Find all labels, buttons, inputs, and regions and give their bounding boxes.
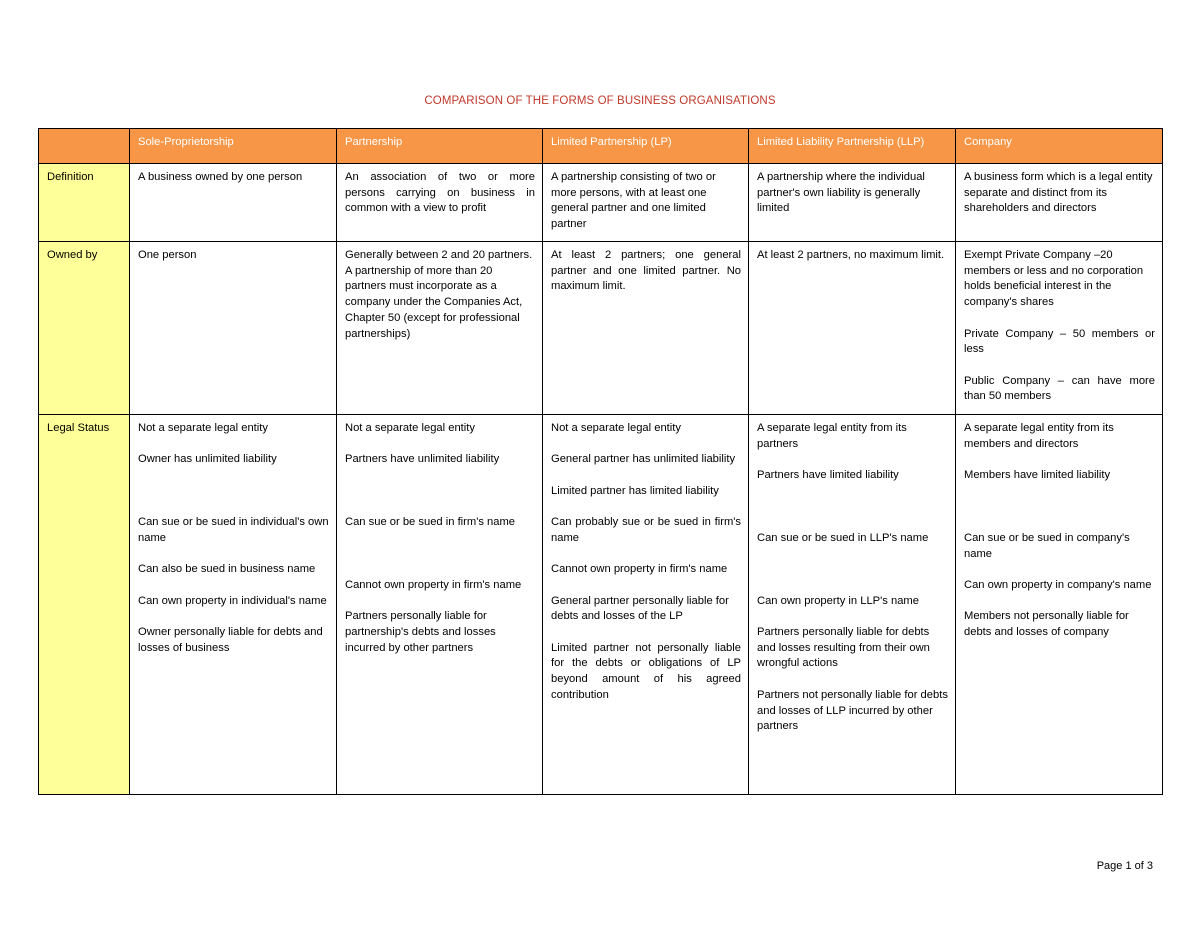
cell-definition-llp xyxy=(749,164,956,242)
header-limited-partnership: Limited Partnership (LP) xyxy=(543,129,749,164)
cell-definition-partnership xyxy=(337,164,543,242)
text-definition-lp: A partnership consisting of two or more persons, with at least one general partner and one limited partner xyxy=(551,171,716,231)
text-legal-sole-property: Can own property in individual's name xyxy=(138,594,327,607)
header-row xyxy=(39,129,1163,164)
text-owned-sole: One person xyxy=(138,249,197,261)
text-legal-lp-liability-limited: Limited partner has limited liability xyxy=(551,484,719,497)
text-legal-lp-sue: Can probably sue or be sued in firm's name xyxy=(551,516,741,544)
cell-definition-company xyxy=(956,164,1163,242)
text-legal-company-liability: Members have limited liability xyxy=(964,469,1111,482)
text-legal-llp-debts-others: Partners not personally liable for debts and losses of LLP incurred by other partners xyxy=(757,688,948,733)
text-legal-sole-entity: Not a separate legal entity xyxy=(138,422,268,434)
comparison-table xyxy=(38,128,1163,795)
header-company: Company xyxy=(956,129,1163,164)
cell-owned-lp xyxy=(543,242,749,415)
text-definition-llp: A partnership where the individual partner's own liability is generally limited xyxy=(757,171,925,215)
cell-definition-lp xyxy=(543,164,749,242)
document-title: COMPARISON OF THE FORMS OF BUSINESS ORGANISATIONS xyxy=(424,95,776,107)
row-label-definition: Definition xyxy=(39,164,130,242)
text-definition-company: A business form which is a legal entity separate and distinct from its shareholders and directors xyxy=(964,171,1153,215)
cell-legal-llp xyxy=(749,415,956,795)
row-label-owned-by: Owned by xyxy=(39,242,130,415)
text-owned-company-public: Public Company – can have more than 50 members xyxy=(964,374,1155,403)
text-legal-llp-liability: Partners have limited liability xyxy=(757,469,899,482)
text-legal-llp-property: Can own property in LLP's name xyxy=(757,594,919,607)
text-owned-company-private: Private Company – 50 members or less xyxy=(964,327,1155,356)
text-owned-company-exempt: Exempt Private Company –20 members or less and no corporation holds beneficial interest in the company's shares xyxy=(964,249,1144,309)
cell-definition-sole xyxy=(130,164,337,242)
text-legal-lp-entity: Not a separate legal entity xyxy=(551,422,681,434)
owned-by-row xyxy=(39,242,1163,415)
text-owned-llp: At least 2 partners, no maximum limit. xyxy=(757,249,945,261)
text-legal-llp-sue: Can sue or be sued in LLP's name xyxy=(757,531,929,544)
cell-owned-partnership xyxy=(337,242,543,415)
text-legal-llp-entity: A separate legal entity from its partners xyxy=(757,422,907,450)
text-legal-lp-debts-general: General partner personally liable for debts and losses of the LP xyxy=(551,594,729,623)
cell-owned-sole xyxy=(130,242,337,415)
text-legal-sole-sue: Can sue or be sued in individual's own name xyxy=(138,516,329,544)
header-corner xyxy=(39,129,130,164)
text-legal-sole-liability: Owner has unlimited liability xyxy=(138,453,277,466)
text-legal-sole-debts: Owner personally liable for debts and losses of business xyxy=(138,626,323,654)
text-definition-sole: A business owned by one person xyxy=(138,171,303,183)
text-owned-partnership: Generally between 2 and 20 partners. A partnership of more than 20 partners must incorporate as a company under the Companies Act, Chapter 50 (except for professional partnerships) xyxy=(345,249,533,340)
cell-legal-lp xyxy=(543,415,749,795)
text-legal-company-property: Can own property in company's name xyxy=(964,578,1152,591)
text-definition-partnership: An association of two or more persons carrying on business in common with a view to profit xyxy=(345,171,535,215)
text-legal-sole-sue-extra: Can also be sued in business name xyxy=(138,563,316,576)
text-legal-lp-liability-general: General partner has unlimited liability xyxy=(551,453,736,466)
text-legal-company-entity: A separate legal entity from its members and directors xyxy=(964,422,1114,450)
row-label-legal-status: Legal Status xyxy=(39,415,130,795)
text-owned-lp: At least 2 partners; one general partner and one limited partner. No maximum limit. xyxy=(551,249,741,293)
text-legal-partnership-entity: Not a separate legal entity xyxy=(345,422,475,434)
text-legal-partnership-property: Cannot own property in firm's name xyxy=(345,578,522,591)
text-legal-company-sue: Can sue or be sued in company's name xyxy=(964,531,1130,560)
text-legal-lp-property: Cannot own property in firm's name xyxy=(551,563,728,576)
text-legal-llp-debts-own: Partners personally liable for debts and losses resulting from their own wrongful actions xyxy=(757,626,930,670)
cell-legal-company xyxy=(956,415,1163,795)
cell-legal-partnership xyxy=(337,415,543,795)
legal-status-row xyxy=(39,415,1163,795)
cell-owned-llp xyxy=(749,242,956,415)
header-llp: Limited Liability Partnership (LLP) xyxy=(749,129,956,164)
text-legal-partnership-liability: Partners have unlimited liability xyxy=(345,453,500,466)
text-legal-partnership-sue: Can sue or be sued in firm's name xyxy=(345,516,516,529)
cell-owned-company xyxy=(956,242,1163,415)
text-legal-partnership-debts: Partners personally liable for partnership's debts and losses incurred by other partners xyxy=(345,610,496,654)
definition-row xyxy=(39,164,1163,242)
text-legal-lp-debts-limited: Limited partner not personally liable for the debts or obligations of LP beyond amount of his agreed contribution xyxy=(551,641,741,701)
header-partnership: Partnership xyxy=(337,129,543,164)
text-legal-company-debts: Members not personally liable for debts and losses of company xyxy=(964,610,1129,639)
page-number: Page 1 of 3 xyxy=(1096,860,1153,872)
header-sole-proprietorship: Sole-Proprietorship xyxy=(130,129,337,164)
cell-legal-sole xyxy=(130,415,337,795)
